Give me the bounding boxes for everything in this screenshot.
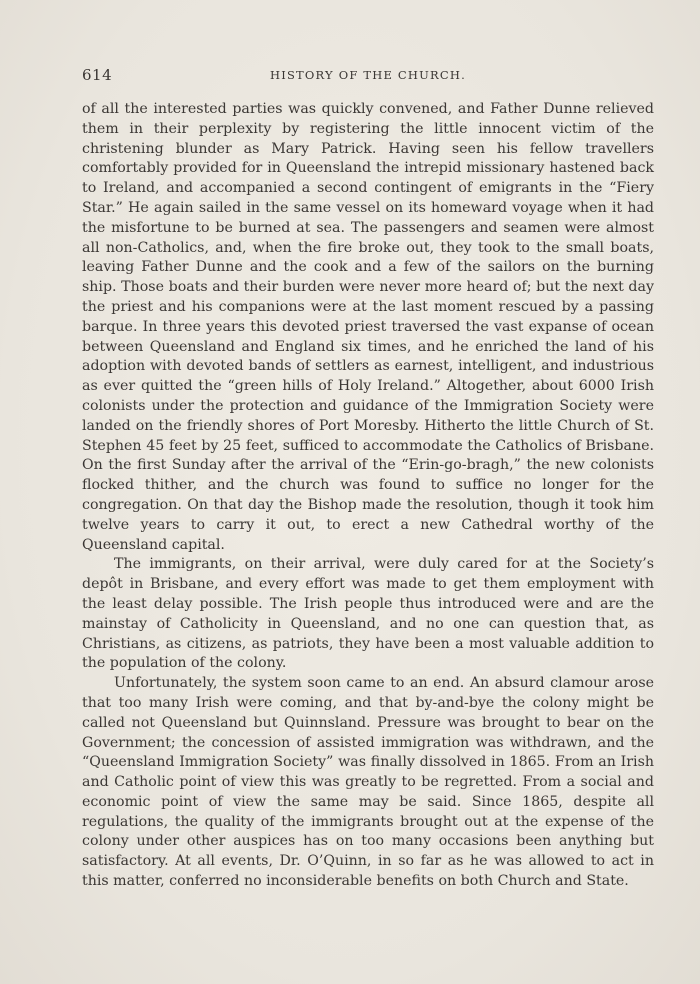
paragraph-unfortunately: Unfortunately, the system soon came to an end. An absurd clamour arose that too many Irish were coming, and that by-and-bye the colony might be called not Queensland but Quinnsland. Pressure was brought to bear on the Government; the concession of assisted immigration was withdrawn, and the “Queensland Immigration Society” was finally dissolved in 1865. From an Irish and Catholic point of view this was greatly to be regretted. From a social and economic point of view the same may be said. Since 1865, despite all regulations, the quality of the immigrants brought out at the expense of the colony under other auspices has on too many occasions been anything but satisfactory. At all events, Dr. O’Quinn, in so far as he was allowed to act in this matter, conferred no inconsiderable benefits on both Church and State. xyxy=(82,675,654,890)
running-title: HISTORY OF THE CHURCH. xyxy=(270,68,466,82)
paragraph-immigrants: The immigrants, on their arrival, were duly cared for at the Society’s depôt in Brisbane, and every effort was made to get them employment with the least delay possible. The Irish people thus introduced were and are the mainstay of Catholicity in Queensland, and no one can question that, as Christians, as citizens, as patriots, they have been a most valuable addition to the population of the colony. xyxy=(82,556,654,672)
page-header xyxy=(82,66,654,88)
paragraph-continued: of all the interested parties was quickly convened, and Father Dunne relieved them in their perplexity by registering the little innocent victim of the christening blunder as Mary Patrick. Having seen his fellow travellers comfortably provided for in Queensland the intrepid missionary hastened back to Ireland, and accompanied a second contingent of emigrants in the “Fiery Star.” He again sailed in the same vessel on its homeward voyage when it had the misfortune to be burned at sea. The passengers and seamen were almost all non-Catholics, and, when the fire broke out, they took to the small boats, leaving Father Dunne and the cook and a few of the sailors on the burning ship. Those boats and their burden were never more heard of; but the next day the priest and his companions were at the last moment rescued by a passing barque. In three years this devoted priest traversed the vast expanse of ocean between Queensland and England six times, and he enriched the land of his adoption with devoted bands of settlers as earnest, intelligent, and industrious as ever quitted the “green hills of Holy Ireland.” Altogether, about 6000 Irish colonists under the protection and guidance of the Immigration Society were landed on the friendly shores of Port Moresby. Hitherto the little Church of St. Stephen 45 feet by 25 feet, sufficed to accommodate the Catholics of Brisbane. On the first Sunday after the arrival of the “Erin-go-bragh,” the new colonists flocked thither, and the church was found to suffice no longer for the congregation. On that day the Bishop made the resolution, though it took him twelve years to carry it out, to erect a new Cathedral worthy of the Queensland capital. xyxy=(82,101,654,553)
body-text xyxy=(82,100,654,892)
page-number: 614 xyxy=(82,66,113,84)
